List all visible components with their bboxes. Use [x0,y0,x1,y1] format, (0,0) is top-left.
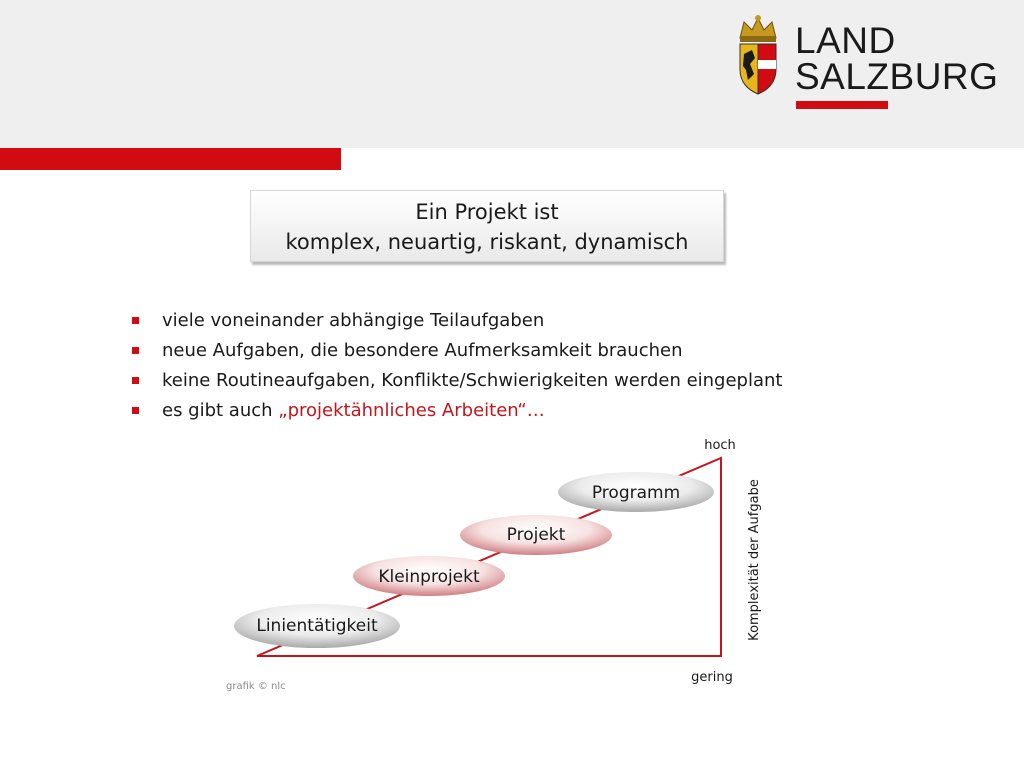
step-kleinprojekt [353,556,505,596]
credit-text: grafik © nlc [226,681,286,692]
step-label: Kleinprojekt [378,567,480,587]
step-label: Linientätigkeit [256,616,378,636]
step-projekt [460,515,612,555]
axis-bottom-label: gering [691,670,733,685]
axis-label: Komplexität der Aufgabe [747,479,762,641]
bullet-text: viele voneinander abhängige Teilaufgaben [162,310,545,331]
logo-text-land: LAND [795,20,896,61]
step-programm [558,472,714,512]
bullet-text: es gibt auch [162,400,279,421]
title-line-1: Ein Projekt ist [415,200,559,224]
bullet-text: keine Routineaufgaben, Konflikte/Schwierigkeiten werden eingeplant [162,370,783,391]
bullet-text: neue Aufgaben, die besondere Aufmerksamkeit brauchen [162,340,683,361]
axis-top-label: hoch [704,438,736,453]
title-line-2: komplex, neuartig, riskant, dynamisch [285,230,689,254]
step-label: Programm [591,483,681,503]
logo-text-salzburg: SALZBURG [795,56,999,97]
bullet-highlight: „projektähnliches Arbeiten“… [278,400,545,421]
step-linientaetigkeit [234,604,400,648]
step-label: Projekt [506,525,566,545]
